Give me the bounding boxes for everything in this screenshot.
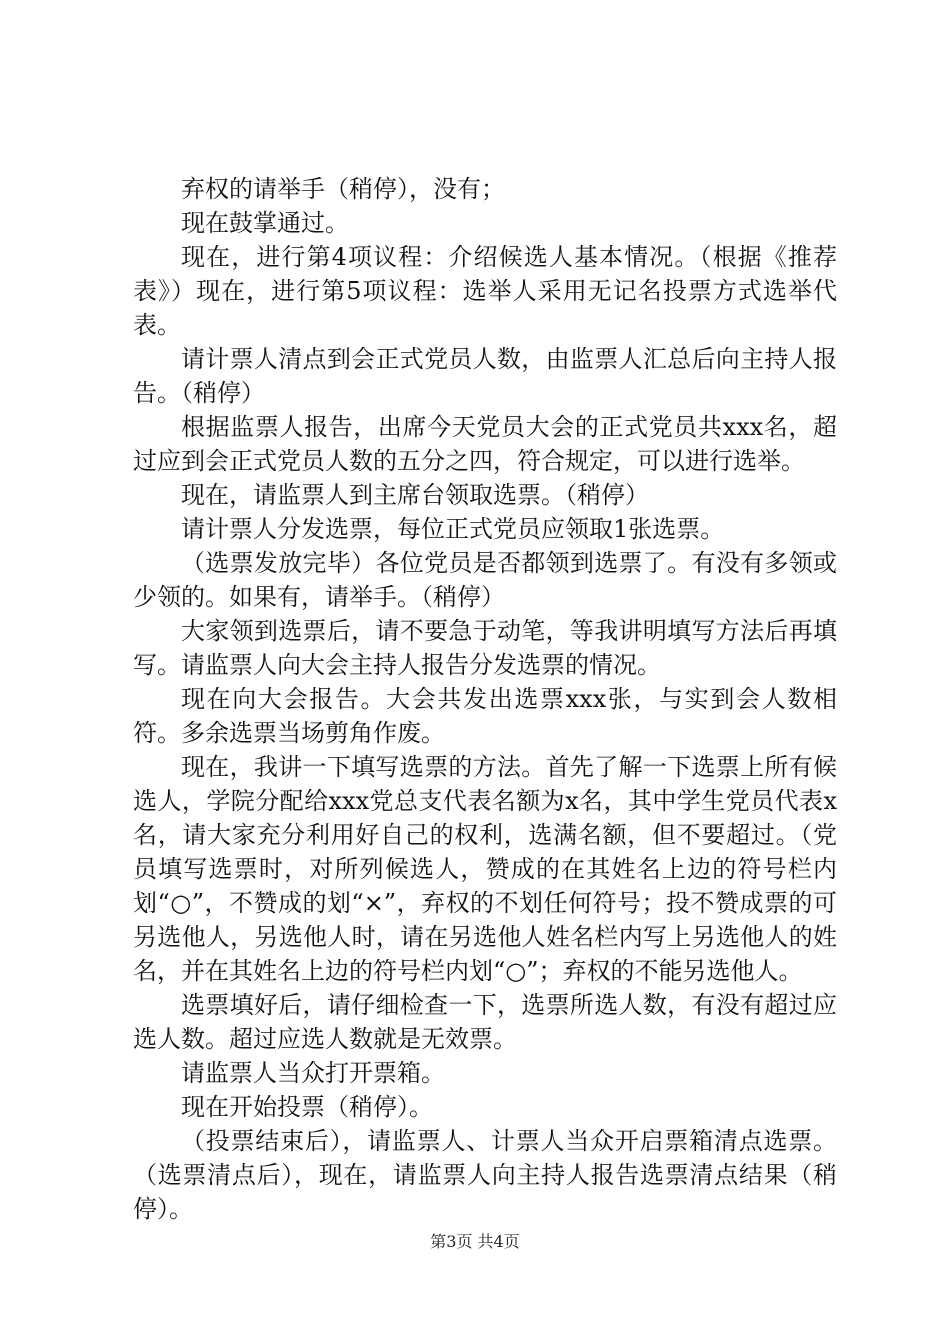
paragraph: 大家领到选票后，请不要急于动笔，等我讲明填写方法后再填写。请监票人向大会主持人报告分发选票的情况。 bbox=[133, 617, 837, 679]
paragraph: 现在，进行第4项议程：介绍候选人基本情况。（根据《推荐表》）现在，进行第5项议程：选举人采用无记名投票方式选举代表。 bbox=[133, 243, 837, 339]
paragraph: 选票填好后，请仔细检查一下，选票所选人数，有没有超过应选人数。超过应选人数就是无效票。 bbox=[133, 991, 837, 1053]
paragraph: 现在鼓掌通过。 bbox=[181, 209, 349, 237]
paragraph: 请计票人清点到会正式党员人数，由监票人汇总后向主持人报告。（稍停） bbox=[133, 345, 837, 407]
document-body bbox=[133, 172, 837, 1226]
paragraph: （投票结束后），请监票人、计票人当众开启票箱清点选票。（选票清点后），现在，请监票人向主持人报告选票清点结果（稍停）。 bbox=[133, 1127, 837, 1223]
paragraph: 根据监票人报告，出席今天党员大会的正式党员共xxx名，超过应到会正式党员人数的五分之四，符合规定，可以进行选举。 bbox=[133, 413, 837, 475]
paragraph: 请计票人分发选票，每位正式党员应领取1张选票。 bbox=[181, 515, 725, 543]
paragraph: 弃权的请举手（稍停），没有； bbox=[181, 175, 505, 203]
paragraph: 请监票人当众打开票箱。 bbox=[181, 1059, 445, 1087]
paragraph: 现在向大会报告。大会共发出选票xxx张，与实到会人数相符。多余选票当场剪角作废。 bbox=[133, 685, 837, 747]
paragraph: 现在，我讲一下填写选票的方法。首先了解一下选票上所有候选人，学院分配给xxx党总支代表名额为x名，其中学生党员代表x名，请大家充分利用好自己的权利，选满名额，但不要超过。（党员填写选票时，对所列候选人，赞成的在其姓名上边的符号栏内划“○”，不赞成的划“×”，弃权的不划任何符号；投不赞成票的可另选他人，另选他人时，请在另选他人姓名栏内写上另选他人的姓名，并在其姓名上边的符号栏内划“○”；弃权的不能另选他人。 bbox=[133, 753, 837, 985]
paragraph: 现在开始投票（稍停）。 bbox=[181, 1093, 433, 1121]
paragraph: （选票发放完毕）各位党员是否都领到选票了。有没有多领或少领的。如果有，请举手。（稍停） bbox=[133, 549, 837, 611]
page-number-footer: 第3页 共4页 bbox=[430, 1232, 520, 1251]
paragraph: 现在，请监票人到主席台领取选票。（稍停） bbox=[181, 481, 649, 509]
